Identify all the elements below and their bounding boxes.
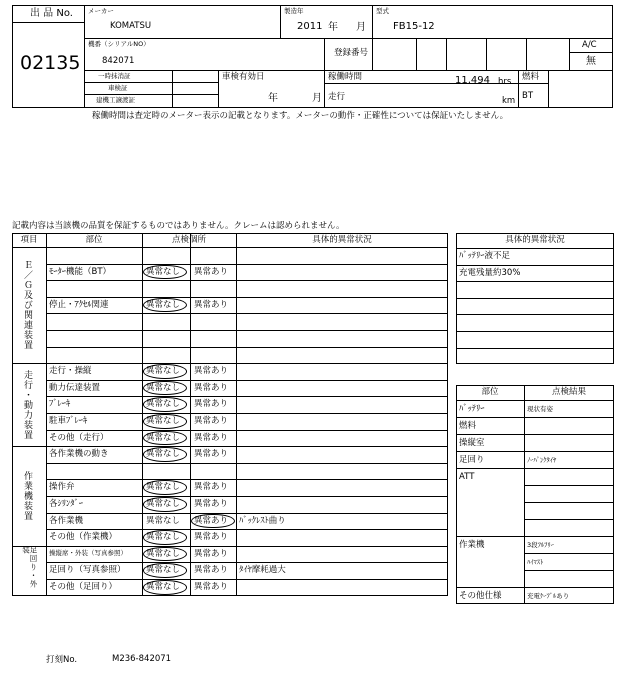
month-unit: 月 xyxy=(356,22,366,33)
ok-selected-circle xyxy=(143,397,187,412)
hours-value: 11,494 xyxy=(455,75,490,86)
ac-value: 無 xyxy=(586,56,596,67)
model-value: FB15-12 xyxy=(393,21,435,32)
row-part: その他（走行） xyxy=(49,432,109,443)
row-part: 各作業機の動き xyxy=(49,449,109,460)
right-bottom-part: 燃料 xyxy=(459,421,477,431)
row-part: ﾌﾞﾚｰｷ xyxy=(49,399,71,410)
ng-option: 異常あり xyxy=(194,582,229,592)
right-bottom-part: その他仕様 xyxy=(459,591,502,601)
row-part: 操縦席・外装（写真参照） xyxy=(49,548,127,557)
ok-option: 異常なし xyxy=(146,299,181,310)
ng-selected-circle xyxy=(191,514,235,529)
row-detail: ﾀｲﾔ摩耗過大 xyxy=(239,565,286,576)
quality-disclaimer: 記載内容は当該機の品質を保証するものではありません。クレームは認められません。 xyxy=(12,221,345,231)
ok-selected-circle xyxy=(143,414,187,429)
ok-option: 異常なし xyxy=(146,499,181,509)
shipment-no: 02135 xyxy=(20,52,81,74)
ok-option: 異常なし xyxy=(146,532,181,543)
table-header-detail: 具体的異常状況 xyxy=(312,235,372,245)
right-top-header: 具体的異常状況 xyxy=(505,235,565,245)
section-label: 走行・動力装置 xyxy=(22,369,32,440)
ok-option: 異常なし xyxy=(146,366,181,377)
ok-option: 異常なし xyxy=(146,515,181,526)
row-part: その他（作業機） xyxy=(49,532,118,543)
ok-option: 異常なし xyxy=(146,266,181,277)
ng-option: 異常あり xyxy=(194,366,229,377)
ng-option: 異常あり xyxy=(194,266,229,277)
row-detail: ﾊﾞｯｸﾚｽﾄ曲り xyxy=(239,515,286,526)
ok-selected-circle xyxy=(143,364,187,379)
right-top-row: 充電残量約30% xyxy=(459,267,521,278)
ok-option: 異常なし xyxy=(146,416,181,426)
temporary-deregistration-label: 一時抹消証 xyxy=(98,72,131,80)
stamp-no: M236-842071 xyxy=(112,654,172,664)
ok-selected-circle xyxy=(143,563,187,578)
ok-option: 異常なし xyxy=(146,449,181,460)
ng-option: 異常あり xyxy=(194,532,229,543)
row-part: 駐車ﾌﾞﾚｰｷ xyxy=(49,416,88,426)
construction-transfer-label: 建機工譲渡証 xyxy=(96,96,135,104)
inspection-year-unit: 年 xyxy=(268,93,278,104)
section-label: Ｅ／Ｇ及び関連装置 xyxy=(22,260,32,351)
ok-selected-circle xyxy=(143,480,187,495)
ng-option: 異常あり xyxy=(194,515,229,526)
ok-selected-circle xyxy=(143,497,187,512)
right-bottom-header-part: 部位 xyxy=(481,387,499,397)
section-label: 足回り・外装 xyxy=(21,545,38,589)
year-label: 製造年 xyxy=(284,7,304,15)
ok-selected-circle xyxy=(143,530,187,545)
right-top-row: ﾊﾞｯﾃﾘｰ液不足 xyxy=(459,251,511,261)
km-unit: km xyxy=(502,96,516,106)
ok-option: 異常なし xyxy=(146,482,181,493)
right-bottom-result: 現状有姿 xyxy=(527,405,553,413)
right-bottom-part: 作業機 xyxy=(459,540,485,550)
ok-selected-circle xyxy=(143,447,187,462)
year-value: 2011 xyxy=(297,21,323,32)
right-bottom-part: ATT xyxy=(459,472,475,482)
row-part: 操作弁 xyxy=(49,482,75,493)
ok-selected-circle xyxy=(143,265,187,280)
ng-option: 異常あり xyxy=(194,416,229,426)
row-part: その他（足回り） xyxy=(49,582,118,592)
right-bottom-result: 3段ﾌﾙﾌﾘｰ xyxy=(527,541,554,549)
table-header-check: 点検個所 xyxy=(171,235,206,245)
model-label: 型式 xyxy=(376,7,389,15)
ng-option: 異常あり xyxy=(194,449,229,460)
row-part: 走行・操縦 xyxy=(49,366,92,377)
ok-option: 異常なし xyxy=(146,432,181,443)
hours-label: 稼働時間 xyxy=(328,72,363,82)
row-part: 各作業機 xyxy=(49,515,84,526)
inspection-month-unit: 月 xyxy=(312,93,322,104)
table-header-item: 項目 xyxy=(20,235,38,245)
table-header-part: 部位 xyxy=(85,235,103,245)
serial-value: 842071 xyxy=(102,56,135,66)
ng-option: 異常あり xyxy=(194,548,229,559)
right-bottom-part: 足回り xyxy=(459,455,485,465)
row-part: 各ｼﾘﾝﾀﾞｰ xyxy=(49,499,84,509)
row-part: 停止・ｱｸｾﾙ関連 xyxy=(49,299,109,310)
maker-label: メーカー xyxy=(88,7,114,15)
hours-unit: hrs xyxy=(498,77,512,87)
ok-option: 異常なし xyxy=(146,582,181,592)
inspection-expiry-label: 車検有効日 xyxy=(222,72,265,82)
year-unit: 年 xyxy=(328,22,338,33)
ok-option: 異常なし xyxy=(146,565,181,576)
serial-label: 機番（シリアルNO） xyxy=(88,40,150,48)
stamp-no-label: 打刻No. xyxy=(46,655,78,665)
ng-option: 異常あり xyxy=(194,399,229,410)
maker-value: KOMATSU xyxy=(110,21,152,31)
right-bottom-result: 充電ｹｰﾌﾞﾙあり xyxy=(527,592,570,600)
ng-option: 異常あり xyxy=(194,482,229,493)
ng-option: 異常あり xyxy=(194,432,229,443)
right-bottom-part: 操縦室 xyxy=(459,438,485,448)
shipment-no-label: 出 品 No. xyxy=(30,8,73,19)
ok-option: 異常なし xyxy=(146,399,181,410)
row-part: 動力伝達装置 xyxy=(49,382,101,393)
meter-disclaimer: 稼働時間は査定時のメーター表示の記載となります。メーターの動作・正確性については保証いたしません。 xyxy=(92,111,509,121)
ng-option: 異常あり xyxy=(194,565,229,576)
fuel-label: 燃料 xyxy=(522,72,540,82)
right-bottom-result: ﾊｲﾏｽﾄ xyxy=(527,558,544,566)
ok-option: 異常なし xyxy=(146,382,181,393)
vehicle-inspection-cert-label: 車検証 xyxy=(108,84,128,92)
travel-label: 走行 xyxy=(328,92,346,102)
ng-option: 異常あり xyxy=(194,499,229,509)
row-part: 足回り（写真参照） xyxy=(49,565,126,576)
ng-option: 異常あり xyxy=(194,382,229,393)
ok-option: 異常なし xyxy=(146,548,181,559)
row-part: ﾓｰﾀｰ機能（BT） xyxy=(49,266,112,277)
ok-selected-circle xyxy=(143,431,187,446)
ac-label: A/C xyxy=(582,40,597,50)
right-bottom-result: ﾉｰﾊﾟﾝｸﾀｲﾔ xyxy=(527,456,557,464)
right-bottom-header-result: 点検結果 xyxy=(551,387,586,397)
fuel-value: BT xyxy=(522,91,534,101)
registration-label: 登録番号 xyxy=(334,48,369,58)
ok-selected-circle xyxy=(143,580,187,595)
right-bottom-part: ﾊﾞｯﾃﾘｰ xyxy=(459,404,485,414)
ng-option: 異常あり xyxy=(194,299,229,310)
section-label: 作業機装置 xyxy=(22,470,32,521)
